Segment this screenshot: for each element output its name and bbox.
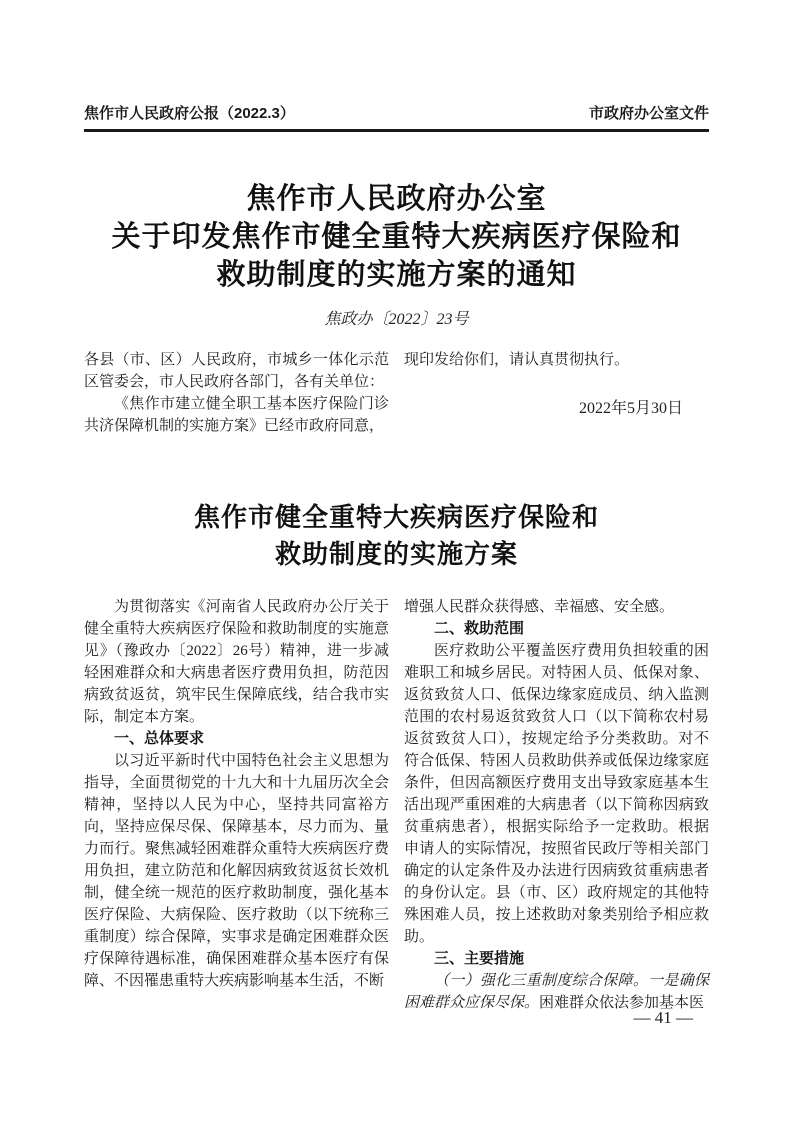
notice-date: 2022年5月30日 [578, 400, 683, 417]
section-heading: 一、总体要求 [114, 730, 205, 747]
paragraph: 医疗救助公平覆盖医疗费用负担较重的困难职工和城乡居民。对特困人员、低保对象、返贫致贫人口、低保边缘家庭成员、纳入监测范围的农村易返贫致贫人口（以下简称农村易返贫致贫人口），按规定给予分类救助。对不符合低保、特困人员救助供养或低保边缘家庭条件，但因高额医疗费用支出导致家庭基本生活出现严重困难的大病患者（以下简称因病致贫重病患者），根据实际给予一定救助。根据申请人的实际情况，按照省民政厅等相关部门确定的认定条件及办法进行因病致贫重病患者的身份认定。县（市、区）政府规定的其他特殊困难人员，按上述救助对象类别给予相应救助。 [404, 643, 709, 945]
notice-title-line: 焦作市人民政府办公室 [246, 183, 547, 215]
page-header [84, 104, 709, 132]
plan-title [84, 499, 709, 573]
notice-title-line: 关于印发焦作市健全重特大疾病医疗保险和 [111, 221, 682, 253]
paragraph: 增强人民群众获得感、幸福感、安全感。 [404, 599, 675, 615]
paragraph: 为贯彻落实《河南省人民政府办公厅关于健全重特大疾病医疗保险和救助制度的实施意见》（豫政办〔2022〕26号）精神，进一步减轻困难群众和大病患者医疗费用负担，防范因病致贫返贫，筑牢民生保障底线，结合我市实际，制定本方案。 [84, 599, 389, 725]
header-gazette-title: 焦作市人民政府公报（2022.3） [84, 105, 295, 122]
notice-title [84, 180, 709, 294]
section-heading: 二、救助范围 [434, 620, 525, 637]
plan-title-line: 焦作市健全重特大疾病医疗保险和 [193, 503, 599, 532]
plan-title-line: 救助制度的实施方案 [274, 540, 518, 569]
section-heading: 三、主要措施 [434, 950, 525, 967]
paragraph: 《焦作市建立健全职工基本医疗保险门诊共济保障机制的实施方案》已经市政府同意， [84, 396, 389, 434]
plan-body [84, 596, 709, 1014]
text-segment: 困难群众依法参加基本医 [539, 995, 705, 1011]
paragraph: 现印发给你们，请认真贯彻执行。 [404, 352, 630, 368]
page-content [84, 0, 709, 1122]
plan-left-column [84, 596, 389, 1014]
text-segment: （一）强化三重制度综合保障。一是确保困难群众应保尽保。 [404, 973, 709, 1011]
notice-right-column [404, 349, 709, 437]
notice-body [84, 349, 709, 437]
doc-number: 焦政办〔2022〕23号 [324, 311, 469, 328]
paragraph: 以习近平新时代中国特色社会主义思想为指导，全面贯彻党的十九大和十九届历次全会精神，坚持以人民为中心，坚持共同富裕方向，坚持应保尽保、保障基本，尽力而为、量力而行。聚焦减轻困难群众重特大疾病医疗费用负担，建立防范和化解因病致贫返贫长效机制，健全统一规范的医疗救助制度，强化基本医疗保险、大病保险、医疗救助（以下统称三重制度）综合保障，实事求是确定困难群众医疗保障待遇标准，确保困难群众基本医疗有保障、不因罹患重特大疾病影响基本生活，不断 [84, 753, 389, 989]
notice-title-line: 救助制度的实施方案的通知 [216, 259, 577, 291]
notice-left-column [84, 349, 389, 437]
page-number: — 41 — [633, 1008, 693, 1027]
header-document-category: 市政府办公室文件 [588, 105, 709, 122]
paragraph: 各县（市、区）人民政府，市城乡一体化示范区管委会，市人民政府各部门，各有关单位： [84, 352, 389, 390]
plan-right-column [404, 596, 709, 1014]
